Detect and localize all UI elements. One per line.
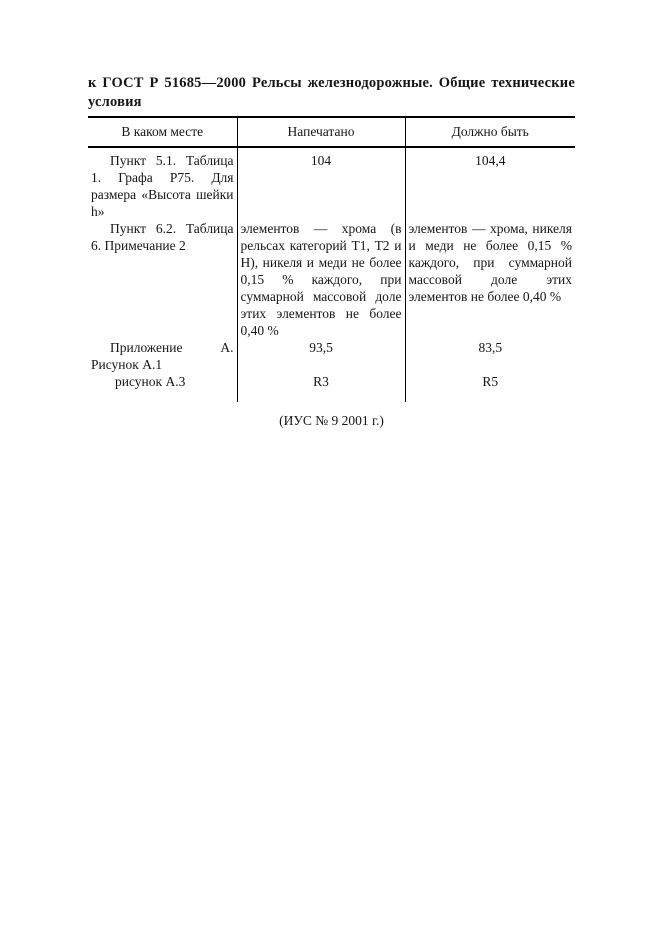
table-row — [88, 373, 575, 390]
cell-should-be: 83,5 — [405, 339, 575, 373]
cell-printed: 93,5 — [237, 339, 405, 373]
table-row — [88, 339, 575, 373]
errata-table — [88, 116, 575, 402]
column-header-printed: Напечатано — [237, 117, 405, 147]
table-spacer-row — [88, 390, 575, 402]
column-header-place: В каком месте — [88, 117, 237, 147]
publication-note: (ИУС № 9 2001 г.) — [279, 413, 384, 428]
table-row — [88, 147, 575, 220]
page-content — [88, 74, 575, 429]
cell-should-be: R5 — [405, 373, 575, 390]
cell-place: Приложение А. Рисунок А.1 — [91, 340, 234, 372]
document-title: к ГОСТ Р 51685—2000 Рельсы железнодорожные. Общие технические условия — [88, 75, 575, 110]
cell-place: Пункт 5.1. Таблица 1. Графа Р75. Для размера «Высота шейки h» — [91, 153, 234, 219]
table-header-row — [88, 117, 575, 147]
table-row — [88, 220, 575, 339]
cell-place: Пункт 6.2. Таблица 6. Примечание 2 — [91, 221, 234, 253]
cell-printed: R3 — [237, 373, 405, 390]
cell-should-be: элементов — хрома, никеля и меди не более 0,15 % каждого, при суммарной массовой доле этих элементов не более 0,40 % — [405, 220, 575, 339]
cell-printed: 104 — [237, 147, 405, 220]
cell-printed: элементов — хрома (в рельсах категорий Т1, Т2 и Н), никеля и меди не более 0,15 % каждого, при суммарной массовой доле этих элементов не более 0,40 % — [237, 220, 405, 339]
column-header-should-be: Должно быть — [405, 117, 575, 147]
cell-place: рисунок А.3 — [115, 374, 186, 389]
cell-should-be: 104,4 — [405, 147, 575, 220]
